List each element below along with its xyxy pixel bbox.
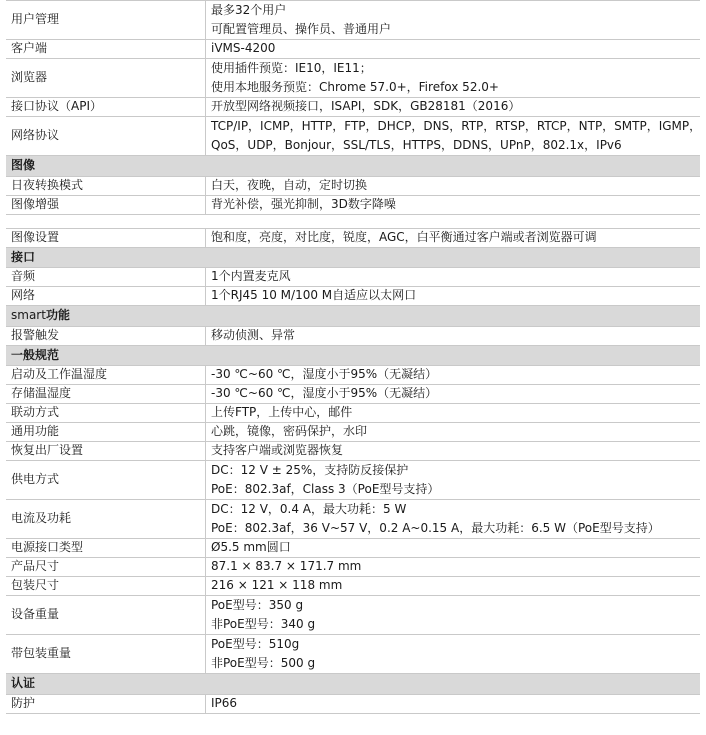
spec-value [206, 177, 700, 195]
spec-value [206, 423, 700, 441]
spec-label: 图像设置 [6, 229, 206, 247]
spec-label: 电源接口类型 [6, 539, 206, 557]
spec-label: 用户管理 [6, 1, 206, 39]
spec-value [206, 287, 700, 305]
section-header-label: 图像 [11, 158, 36, 172]
spec-value-line: TCP/IP，ICMP，HTTP，FTP，DHCP，DNS，RTP，RTSP，RTCP，NTP，SMTP，IGMP， [211, 118, 702, 133]
section-header-label: 认证 [11, 676, 36, 690]
spec-value [206, 59, 700, 97]
spec-label: 网络协议 [6, 117, 206, 155]
spec-value-line: iVMS-4200 [211, 41, 276, 56]
spec-value [206, 442, 700, 460]
spec-value [206, 635, 700, 673]
spec-value [206, 327, 700, 345]
spec-row [6, 442, 700, 461]
spec-value [206, 461, 700, 499]
spec-label: 联动方式 [6, 404, 206, 422]
spec-value [206, 40, 700, 58]
spec-label: 带包装重量 [6, 635, 206, 673]
spec-value [206, 558, 700, 576]
spec-value [206, 98, 700, 116]
spec-value-line: 216 × 121 × 118 mm [211, 578, 343, 593]
spec-label: 日夜转换模式 [6, 177, 206, 195]
spec-value-line: 非PoE型号：500 g [211, 656, 316, 670]
spec-value-line: DC：12 V，0.4 A，最大功耗：5 W [211, 501, 407, 516]
spec-row [6, 268, 700, 287]
spec-label: 设备重量 [6, 596, 206, 634]
spec-value-line: 最多32个用户 [211, 2, 287, 17]
spec-label: 报警触发 [6, 327, 206, 345]
spec-row [6, 327, 700, 346]
spec-value-line: DC：12 V ± 25%，支持防反接保护 [211, 462, 409, 477]
spec-row [6, 385, 700, 404]
spec-row [6, 404, 700, 423]
section-header-prefix: smart [11, 308, 46, 322]
spec-row [6, 695, 700, 714]
spec-value-line: PoE型号：350 g [211, 597, 304, 612]
spec-label: 防护 [6, 695, 206, 713]
spec-row [6, 423, 700, 442]
spec-row [6, 635, 700, 674]
spec-value-line: PoE：802.3af，Class 3（PoE型号支持） [211, 482, 440, 496]
section-header [6, 306, 700, 327]
spec-value-line: 开放型网络视频接口，ISAPI，SDK，GB28181（2016） [211, 99, 521, 114]
spec-row [6, 461, 700, 500]
spec-label: 供电方式 [6, 461, 206, 499]
spec-label: 音频 [6, 268, 206, 286]
spec-label: 存储温湿度 [6, 385, 206, 403]
spec-row [6, 229, 700, 248]
spec-row [6, 98, 700, 117]
section-header [6, 248, 700, 269]
spec-row [6, 287, 700, 306]
spec-value-line: 移动侦测、异常 [211, 327, 296, 342]
spec-value [206, 695, 700, 713]
spec-value [206, 596, 700, 634]
spec-row [6, 366, 700, 385]
spec-label: 客户端 [6, 40, 206, 58]
spec-value-line: 饱和度，亮度，对比度，锐度，AGC，白平衡通过客户端或者浏览器可调 [211, 229, 597, 244]
spec-value-line: 使用插件预览：IE10，IE11； [211, 60, 372, 75]
spec-row [6, 596, 700, 635]
spec-label: 产品尺寸 [6, 558, 206, 576]
spec-value [206, 500, 700, 538]
spec-value [206, 404, 700, 422]
spec-value-line: Ø5.5 mm圆口 [211, 540, 291, 555]
spec-value [206, 229, 700, 247]
spec-value-line: 支持客户端或浏览器恢复 [211, 443, 344, 458]
spec-value [206, 1, 700, 39]
spec-value [206, 539, 700, 557]
spec-row [6, 40, 700, 59]
spec-row [6, 117, 700, 156]
spec-row [6, 577, 700, 596]
spec-label: 电流及功耗 [6, 500, 206, 538]
section-header-label: 一般规范 [11, 347, 60, 362]
table-gap [6, 215, 700, 228]
spec-label: 接口协议（API） [6, 98, 206, 116]
spec-value-line: PoE：802.3af，36 V~57 V，0.2 A~0.15 A，最大功耗：6.5 W（PoE型号支持） [211, 521, 660, 535]
spec-label: 启动及工作温湿度 [6, 366, 206, 384]
spec-value-line: 白天，夜晚，自动，定时切换 [211, 177, 368, 192]
spec-value [206, 366, 700, 384]
spec-value-line: 1个内置麦克风 [211, 269, 291, 284]
section-header [6, 346, 700, 367]
spec-table-part-2 [6, 228, 700, 714]
spec-row [6, 59, 700, 98]
spec-value [206, 268, 700, 286]
spec-row [6, 500, 700, 539]
spec-value [206, 196, 700, 214]
spec-value-line: QoS，UDP，Bonjour，SSL/TLS，HTTPS，DDNS，UPnP，802.1x，IPv6 [211, 138, 622, 152]
spec-value [206, 385, 700, 403]
spec-value-line: 背光补偿，强光抑制，3D数字降噪 [211, 196, 396, 211]
spec-row [6, 196, 700, 215]
spec-label: 图像增强 [6, 196, 206, 214]
spec-value-line: IP66 [211, 695, 238, 710]
section-header [6, 156, 700, 177]
spec-value-line: 可配置管理员、操作员、普通用户 [211, 22, 392, 36]
spec-value-line: 非PoE型号：340 g [211, 617, 316, 631]
spec-value-line: 87.1 × 83.7 × 171.7 mm [211, 559, 362, 574]
spec-value-line: PoE型号：510g [211, 636, 300, 651]
spec-table-part-1 [6, 0, 700, 215]
spec-label: 网络 [6, 287, 206, 305]
spec-label: 浏览器 [6, 59, 206, 97]
spec-label: 包装尺寸 [6, 577, 206, 595]
spec-row [6, 539, 700, 558]
spec-row [6, 1, 700, 40]
spec-label: 通用功能 [6, 423, 206, 441]
spec-value-line: 使用本地服务预览：Chrome 57.0+，Firefox 52.0+ [211, 80, 499, 94]
section-header-label: 接口 [11, 249, 36, 264]
spec-label: 恢复出厂设置 [6, 442, 206, 460]
spec-row [6, 558, 700, 577]
spec-value-line: -30 ℃~60 ℃，湿度小于95%（无凝结） [211, 386, 438, 401]
spec-value [206, 117, 701, 155]
section-header [6, 674, 700, 695]
spec-value-line: 心跳，镜像，密码保护，水印 [211, 424, 368, 439]
section-header-label: 功能 [45, 308, 70, 322]
spec-row [6, 177, 700, 196]
spec-value-line: 上传FTP，上传中心，邮件 [211, 405, 353, 420]
spec-sheet [6, 0, 700, 714]
spec-value-line: -30 ℃~60 ℃，湿度小于95%（无凝结） [211, 367, 438, 382]
spec-value [206, 577, 700, 595]
spec-value-line: 1个RJ45 10 M/100 M自适应以太网口 [211, 288, 417, 303]
